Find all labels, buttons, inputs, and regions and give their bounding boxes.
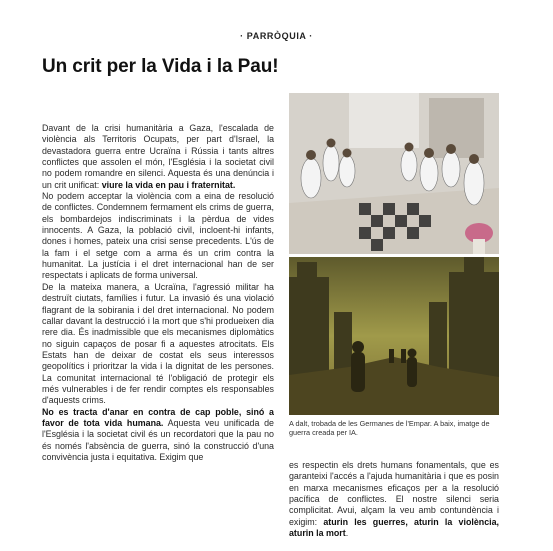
image-caption: A dalt, trobada de les Germanes de l'Empar. A baix, imatge de guerra creada per IA.: [289, 419, 490, 438]
paragraph-emphasis: viure la vida en pau i fraternitat.: [101, 179, 236, 190]
article-title: Un crit per la Vida i la Pau!: [42, 56, 279, 77]
paragraph-ukraine: De la mateixa manera, a Ucraïna, l'agressió militar ha destruït ciutats, famílies i futur. La invasió és una violació flagrant de la sobirania i del dret internacional. No podem callar davant la destrucció i la mort que s'hi produeixen dia rere dia. És inadmissible que els mecanismes diplomàtics no siguin capaços de posar fi a aquestes atrocitats. Els Estats han de deixar de costat els seus interessos geopolítics i prioritzar la vida i la dignitat de les persones. La comunitat internacional té l'obligació de protegir els més vulnerables i de fer rendir comptes els responsables d'aquests crims.: [42, 281, 274, 406]
paragraph-text: Davant de la crisi humanitària a Gaza, l'escalada de violència als Territoris Ocupats, per part d'Israel, la devastadora guerra entre Ucraïna i Rússia i tants altres conflictes que assolen el món, l'Església i la societat civil no podem romandre en silenci. Aquesta és una denúncia i un crit unificat:: [42, 123, 274, 190]
photo-war-ruins-icon: [289, 257, 499, 415]
section-label: · PARRÒQUIA ·: [240, 31, 313, 41]
article-column-left: [42, 123, 274, 463]
paragraph-emphasis: No es tracta d'anar en contra de cap poble, sinó a favor de tota vida humana.: [42, 406, 274, 428]
paragraph-text: Aquesta veu unificada de l'Església i la societat civil és un recordatori que la pau no és només l'absència de guerra, sinó la construcció d'una convivència justa i equitativa. Exigim que: [42, 417, 274, 462]
paragraph-emphasis: aturin les guerres, aturin la violència, aturin la mort: [289, 516, 499, 539]
paragraph-demands: [289, 460, 499, 539]
paragraph-unified-voice: [42, 407, 274, 464]
paragraph-text: es respectin els drets humans fonamentals, que es garanteixi l'accés a l'ajuda humanitària i que es posin en marxa mecanismes eficaços per a la resolució pacífica de conflictes. El nostre silenci seria complicitat. Avui, alçam la veu amb contundència i exigim:: [289, 460, 499, 527]
article-column-right: [289, 460, 499, 539]
photo-gathering-icon: [289, 93, 499, 254]
paragraph-text: .: [345, 528, 349, 539]
paragraph-condemnation: No podem acceptar la violència com a eina de resolució de conflictes. Condemnem fermament els crims de guerra, els bombardejos indiscriminats i la pèrdua de vides innocents. A Gaza, la població civil, incloent-hi infants, dones i homes, pateix una crisi sense precedents. L'ús de la fam i el setge com a arma és un crim contra la humanitat. La justícia i el dret internacional han de ser respectats i aplicats de forma universal.: [42, 191, 274, 281]
paragraph-intro: [42, 123, 274, 191]
